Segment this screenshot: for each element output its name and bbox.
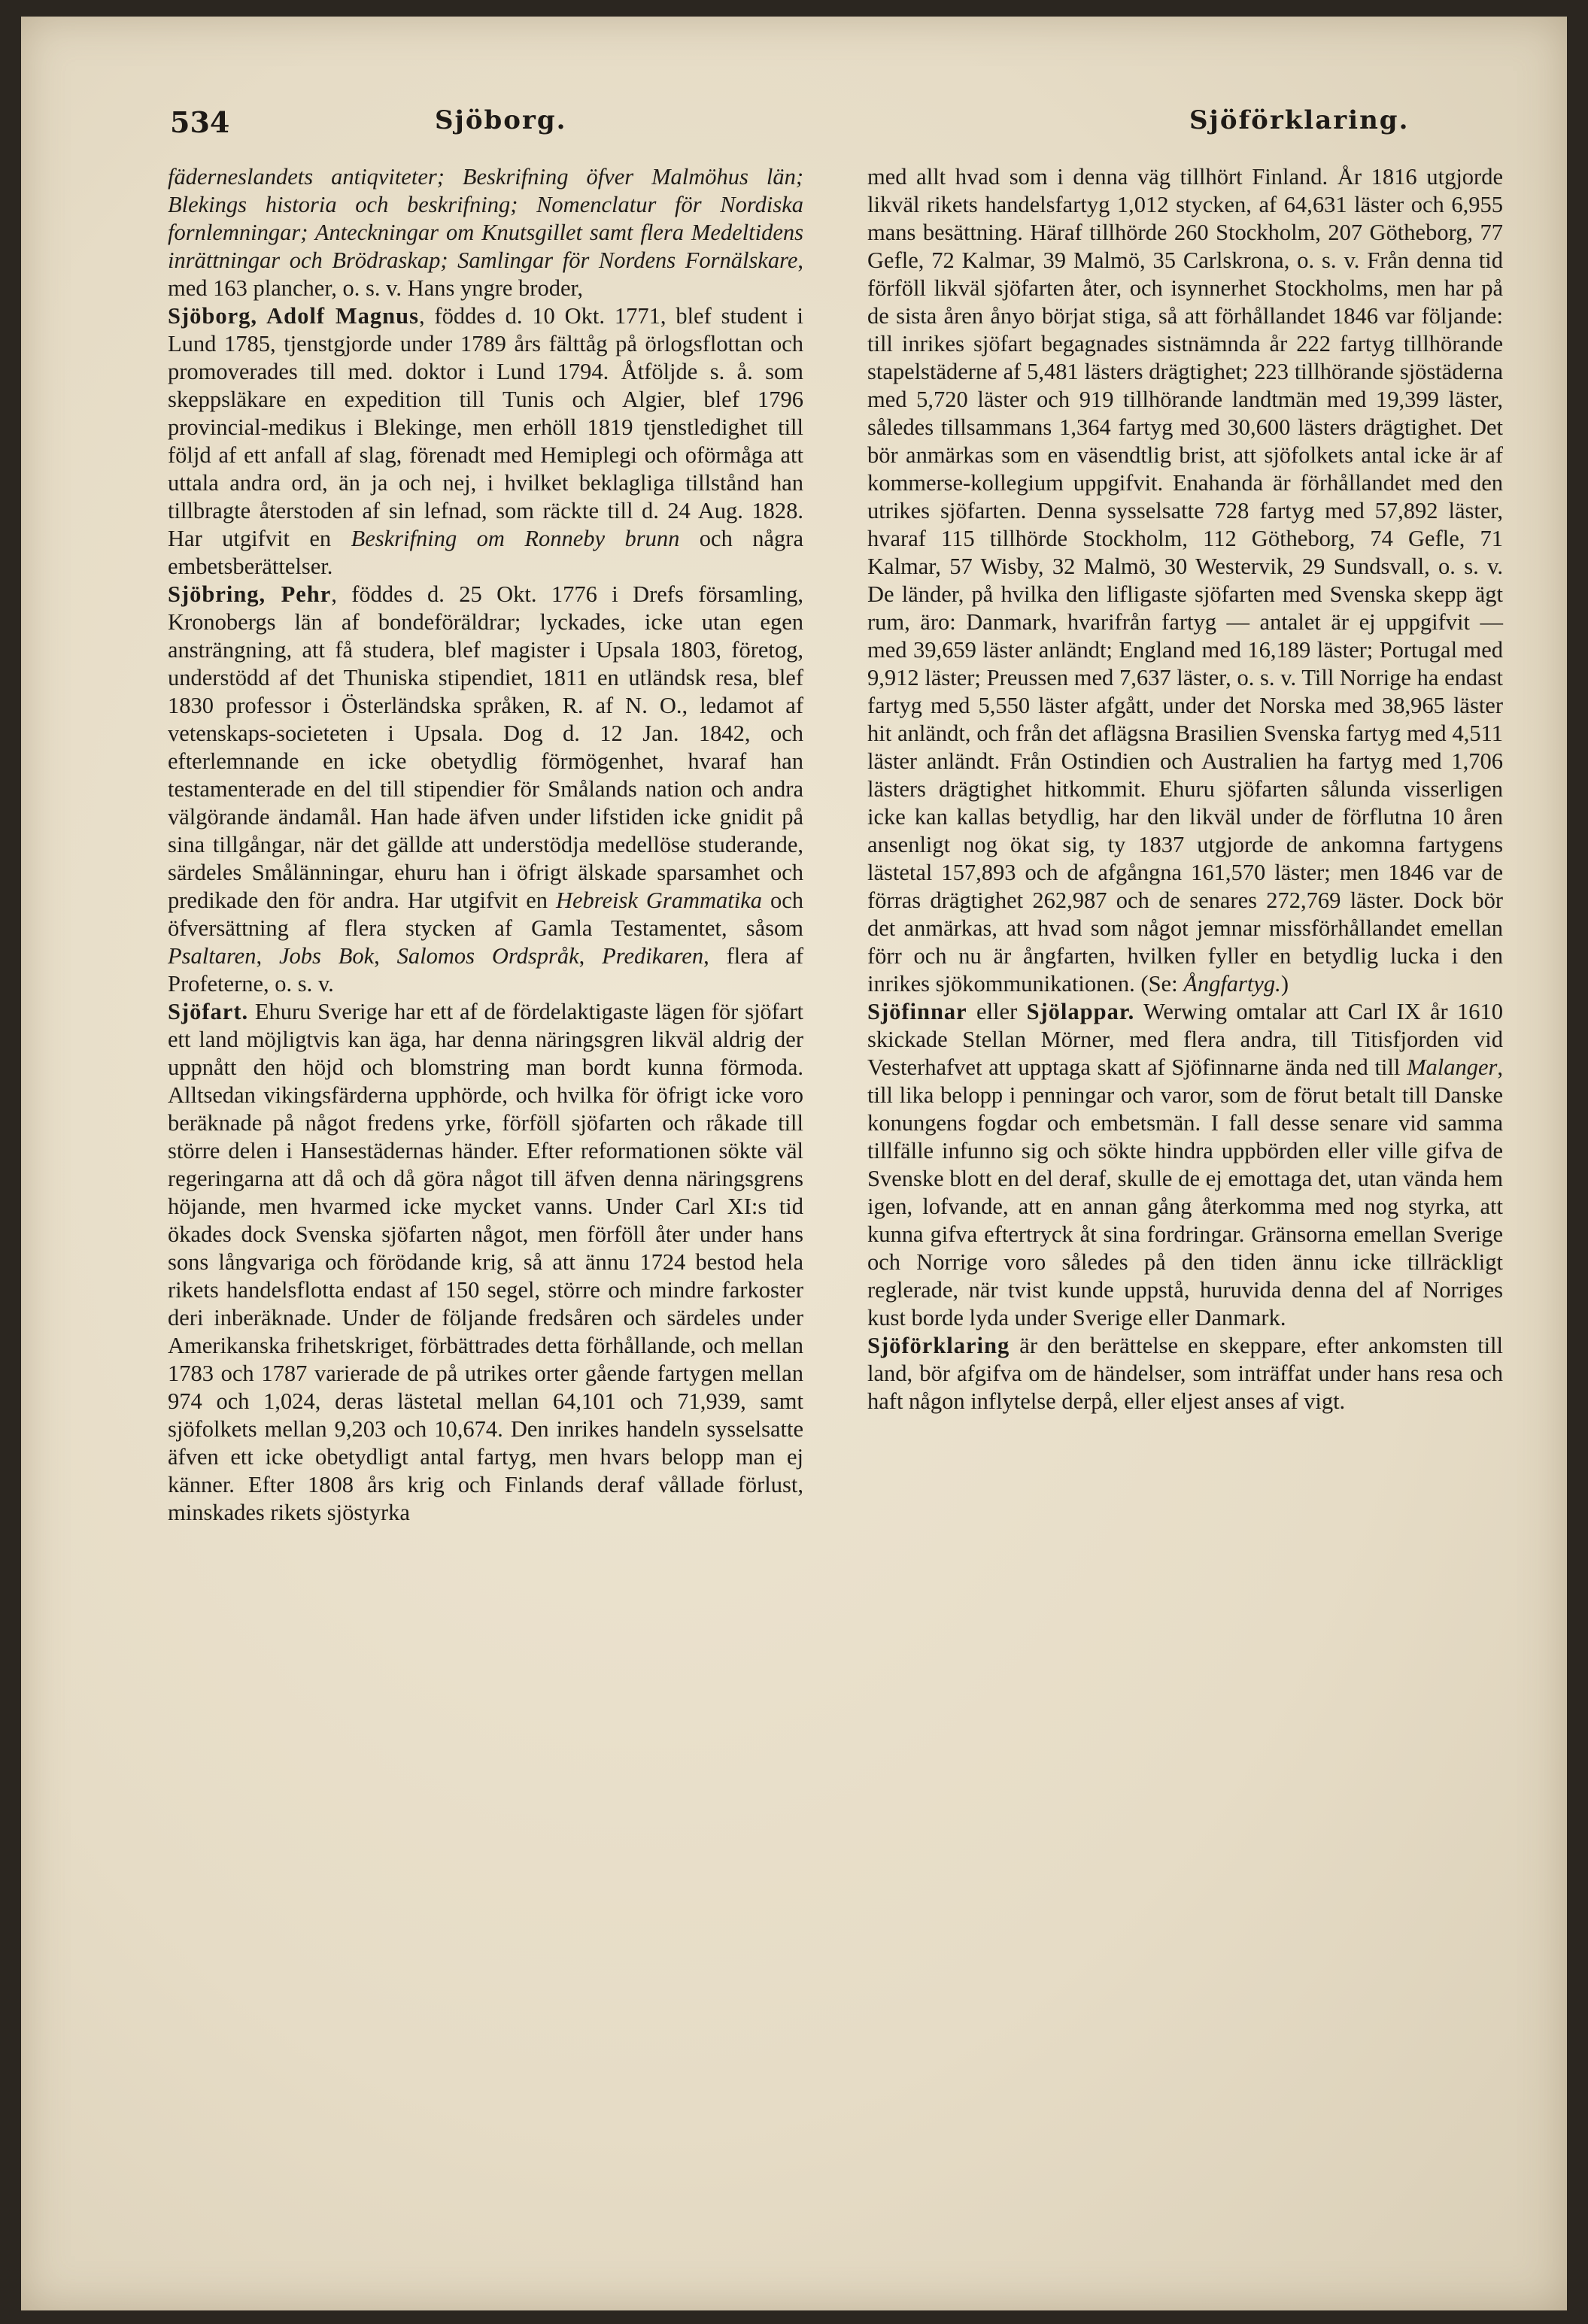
paragraph [867, 163, 1503, 998]
body-text: , föddes d. 10 Okt. 1771, blef student i Lund 1785, tjenstgjorde under 1789 års fälttåg på örlogsflottan och promoverades till med. doktor i Lund 1794. Åtföljde s. å. som skeppsläkare en expedition till Tunis och Algier, blef 1796 provincial-medikus i Blekinge, men erhöll 1819 tjenstledighet till följd af ett anfall af slag, förenadt med Hemiplegi och oförmåga att uttala andra ord, än ja och nej, i hvilket beklagliga tillstånd han tillbragte återstoden af sin lefnad, som räckte till d. 24 Aug. 1828. Har utgifvit en [168, 303, 804, 551]
left-running-head: Sjöborg. [435, 105, 567, 135]
entry-heading: Sjöförklaring [867, 1333, 1010, 1358]
body-text: , flera af Profeterne, o. s. v. [168, 943, 804, 997]
paragraph [168, 998, 803, 1527]
entry-heading: Sjölappar. [1026, 999, 1135, 1024]
italic-text: Predikaren [602, 943, 704, 969]
italic-text: Malanger [1407, 1054, 1498, 1080]
right-running-head: Sjöförklaring. [1189, 105, 1410, 135]
italic-text: fäderneslandets antiqviteter; Beskrifning öfver Malmöhus län; Blekings historia och beskrifning; Nomenclatur för Nordiska fornlemningar; Anteckningar om Knutsgillet samt flera Medeltidens inrättningar och Brödraskap; Samlingar för Nordens Fornälskare [168, 164, 803, 273]
body-text: , till lika belopp i penningar och varor, som de förut betalt till Danske konungens fogdar och embetsmän. I fall desse senare vid samma tillfälle infunno sig och sökte hindra uppbörden eller ville gifva de Svenske blott en del deraf, skulle de ej emottaga det, utan vända hem igen, lofvande, att en annan gång återkomma med nog styrka, att kunna gifva eftertryck åt sina fordringar. Gränsorna emellan Sverige och Norrige voro således på den tiden ännu icke tillräckligt reglerade, när tvist kunde uppstå, huruvida denna del af Norriges kust borde lyda under Sverige eller Danmark. [867, 1054, 1503, 1330]
body-text: är den berättelse en skeppare, efter ankomsten till land, bör afgifva om de händelser, som inträffat under hans resa och haft någon inflytelse derpå, eller eljest anses af vigt. [867, 1333, 1503, 1414]
body-text: , [256, 943, 279, 969]
left-column [168, 163, 803, 1527]
entry-heading: Sjöfart. [168, 999, 249, 1024]
body-text: och några embetsberättelser. [168, 526, 804, 579]
page-number: 534 [170, 105, 230, 139]
italic-text: Ångfartyg. [1183, 971, 1281, 997]
entry-heading: Sjöborg, Adolf Magnus [168, 303, 419, 329]
page-header [170, 105, 1471, 150]
italic-text: Hebreisk Grammatika [555, 887, 763, 913]
right-column [867, 163, 1503, 1415]
body-text: , [374, 943, 397, 969]
book-page [21, 17, 1567, 2310]
paragraph [168, 163, 803, 302]
body-text: eller [967, 999, 1027, 1024]
body-text: , föddes d. 25 Okt. 1776 i Drefs församling, Kronobergs län af bondeföräldrar; lyckades, icke utan egen ansträngning, att få studera, blef magister i Upsala 1803, företog, understödd af det Thuniska stipendiet, 1811 en utländsk resa, blef 1830 professor i Österländska språken, R. af N. O., ledamot af vetenskaps-societeten i Upsala. Dog d. 12 Jan. 1842, och efterlemnande en icke obetydlig förmögenhet, hvaraf han testamenterade en del till stipendier för Smålands nation och andra välgörande ändamål. Han hade äfven under lifstiden icke gnidit på sina tillgångar, när det gällde att understödja medellöse studerande, särdeles Smålänningar, ehuru han i öfrigt älskade sparsamhet och predikade den för andra. Har utgifvit en [168, 581, 803, 913]
italic-text: Salomos Ordspråk [396, 943, 579, 969]
body-text: ) [1280, 971, 1289, 997]
body-text: och öfversättning af flera stycken af Gamla Testamentet, såsom [168, 887, 803, 941]
italic-text: Beskrifning om Ronneby brunn [351, 526, 680, 551]
body-text: , [578, 943, 603, 969]
body-text: Ehuru Sverige har ett af de fördelaktigaste lägen för sjöfart ett land möjligtvis kan äga, har denna näringsgren likväl aldrig der uppnått den höjd och blomstring man bordt kunna förmoda. Alltsedan vikingsfärderna upphörde, och hvilka för öfrigt icke voro beräknade på något fredens yrke, förföll sjöfarten och råkade till större delen i Hansestädernas händer. Efter reformationen sökte väl regeringarna att då och då göra något till äfven denna näringsgrens höjande, men hvarmed icke mycket vanns. Under Carl XI:s tid ökades dock Svenska sjöfarten något, men förföll åter under hans sons långvariga och förödande krig, så att ännu 1724 bestod hela rikets handelsflotta endast af 150 segel, större och mindre farkoster deri inberäknade. Under de följande fredsåren och särdeles under Amerikanska frihetskriget, förbättrades detta förhållande, och mellan 1783 och 1787 varierade de på utrikes orter gående fartygen mellan 974 och 1,024, deras lästetal mellan 64,101 och 71,939, samt sjöfolkets mellan 9,203 och 10,674. Den inrikes handeln sysselsatte äfven ett icke obetydligt antal fartyg, men hvars belopp man ej känner. Efter 1808 års krig och Finlands deraf vållade förlust, minskades rikets sjöstyrka [168, 999, 803, 1525]
paragraph [867, 1332, 1503, 1415]
paragraph [168, 581, 803, 998]
paragraph [168, 302, 803, 581]
entry-heading: Sjöbring, Pehr [168, 581, 332, 607]
paragraph [867, 998, 1503, 1332]
italic-text: Jobs Bok [278, 943, 375, 969]
body-text: med allt hvad som i denna väg tillhört Finland. År 1816 utgjorde likväl rikets handelsfartyg 1,012 stycken, af 64,631 läster och 6,955 mans besättning. Häraf tillhörde 260 Stockholm, 207 Götheborg, 77 Gefle, 72 Kalmar, 39 Malmö, 35 Carlskrona, o. s. v. Från denna tid förföll likväl sjöfarten åter, och isynnerhet Stockholms, men har på de sista åren ånyo börjat stiga, så att förhållandet 1846 var följande: till inrikes sjöfart begagnades sistnämnda år 222 fartyg tillhörande stapelstäderne af 5,481 lästers drägtighet; 223 tillhörande sjöstäderna med 5,720 läster och 919 tillhörande landtmän med 19,399 läster, således tillsammans 1,364 fartyg med 30,600 lästers drägtighet. Det bör anmärkas som en väsendtlig brist, att sjöfolkets antal icke är af kommerse-kollegium uppgifvit. Enahanda är förhållandet med den utrikes sjöfarten. Denna sysselsatte 728 fartyg med 57,892 läster, hvaraf 115 tillhörde Stockholm, 112 Götheborg, 74 Gefle, 71 Kalmar, 57 Wisby, 32 Malmö, 30 Westervik, 29 Sundsvall, o. s. v. De länder, på hvilka den lifligaste sjöfarten med Svenska skepp ägt rum, äro: Danmark, hvarifrån fartyg — antalet är ej uppgifvit — med 39,659 läster anländt; England med 16,189 läster; Portugal med 9,912 läster; Preussen med 7,637 läster, o. s. v. Till Norrige ha endast fartyg med 5,550 läster afgått, under det Norska med 38,965 läster hit anländt, och från det aflägsna Brasilien Svenska fartyg med 4,511 läster anländt. Från Ostindien och Australien ha fartyg med 1,706 lästers drägtighet hitkommit. Ehuru sjöfarten sålunda visserligen icke kan kallas betydlig, har den likväl under de förflutna 10 åren ansenligt nog ökat sig, ty 1837 utgjorde de ankomna fartygens lästetal 157,893 och de afgångna 161,570 läster; men 1846 var de förras drägtighet 262,987 och de senares 272,769 läster. Dock bör det anmärkas, att hvad som något jemnar missförhållandet emellan förr och nu är ångfarten, hvilken fyller en betydlig lucka i den inrikes sjökommunikationen. (Se: [867, 164, 1503, 997]
body-text: Werwing omtalar att Carl IX år 1610 skickade Stellan Mörner, med flera andra, till Titisfjorden vid Vesterhafvet att upptaga skatt af Sjöfinnarne ända ned till [867, 999, 1504, 1080]
italic-text: Psaltaren [168, 943, 257, 969]
entry-heading: Sjöfinnar [867, 999, 967, 1024]
body-text: , med 163 plancher, o. s. v. Hans yngre broder, [168, 247, 803, 301]
